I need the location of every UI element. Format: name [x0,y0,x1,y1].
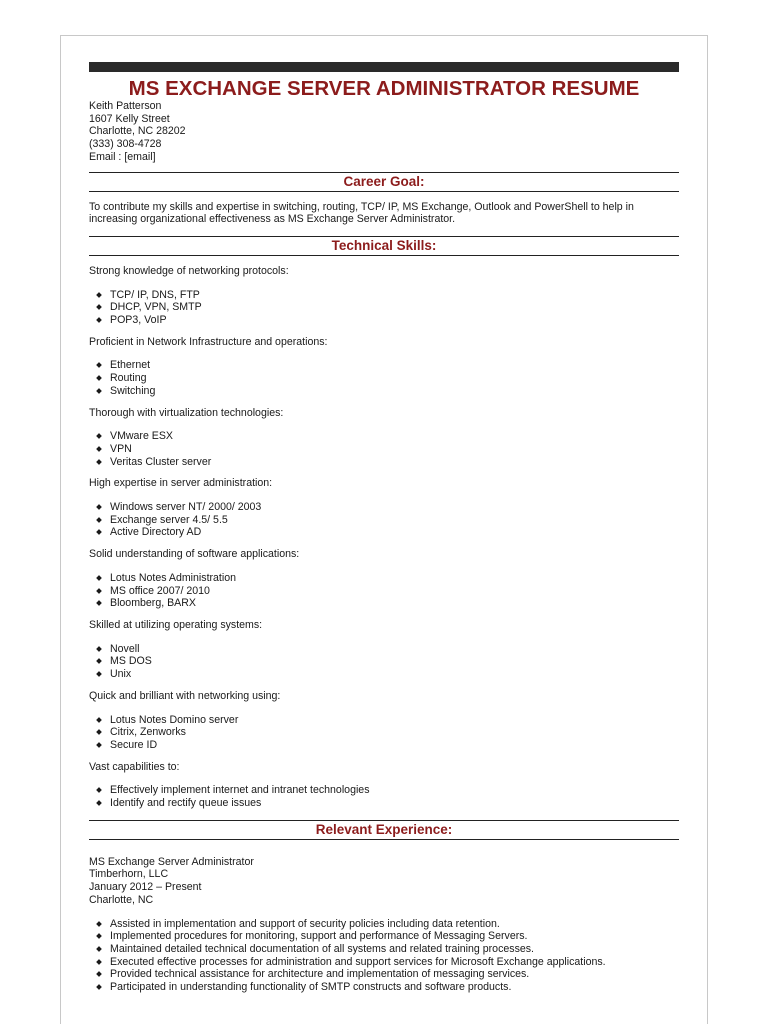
skill-item [97,726,679,739]
bullet-icon [96,646,102,652]
bullet-icon [96,729,102,735]
skill-item-text: MS office 2007/ 2010 [110,584,210,597]
skill-item-text: POP3, VoIP [110,314,167,327]
skill-item-text: Novell [110,642,140,655]
skill-item-text: Veritas Cluster server [110,455,212,468]
bullet-icon [96,671,102,677]
skill-group-label: High expertise in server administration: [89,477,273,490]
job-dates: January 2012 – Present [89,881,202,894]
skill-group-label: Thorough with virtualization technologies: [89,406,284,419]
skill-item [97,385,679,398]
skill-item-text: Active Directory AD [110,526,202,539]
bullet-icon [96,363,102,369]
resume-content [89,62,679,994]
skill-group-list [89,501,679,539]
skill-item [97,514,679,527]
skill-item [97,372,679,385]
skill-item-text: Effectively implement internet and intranet technologies [110,784,370,797]
skill-group-list [89,430,679,468]
skill-item [97,572,679,585]
job-location: Charlotte, NC [89,893,154,906]
bullet-icon [96,717,102,723]
skill-item-text: Ethernet [110,359,151,372]
skill-group-label: Solid understanding of software applications: [89,548,300,561]
skill-item-text: Unix [110,668,132,681]
duty-item-text: Provided technical assistance for architecture and implementation of messaging services. [110,968,530,981]
job-company: Timberhorn, LLC [89,868,169,881]
skill-item [97,359,679,372]
skill-item-text: Routing [110,372,147,385]
duty-item [97,968,679,981]
bullet-icon [96,375,102,381]
skill-item-text: DHCP, VPN, SMTP [110,301,202,314]
skill-item [97,655,679,668]
bullet-icon [96,446,102,452]
bullet-icon [96,984,102,990]
header-bar [89,62,679,72]
bullet-icon [96,459,102,465]
duty-item [97,981,679,994]
job-entry [89,856,679,907]
skill-item [97,797,679,810]
bullet-icon [96,530,102,536]
skill-group-list [89,643,679,681]
duty-item [97,956,679,969]
skill-item-text: Lotus Notes Domino server [110,713,239,726]
duty-item [97,930,679,943]
skill-item-text: TCP/ IP, DNS, FTP [110,288,200,301]
skills-groups [89,265,679,810]
skill-group-list [89,572,679,610]
bullet-icon [96,921,102,927]
career-goal-heading: Career Goal: [89,172,679,192]
duty-item-text: Assisted in implementation and support of security policies including data retention. [110,917,500,930]
skill-item [97,784,679,797]
bullet-icon [96,659,102,665]
skill-item [97,526,679,539]
contact-street: 1607 Kelly Street [89,112,170,125]
contact-email: Email : [email] [89,150,156,163]
duty-item [97,918,679,931]
skill-group-label: Strong knowledge of networking protocols: [89,264,289,277]
skill-item-text: MS DOS [110,655,152,668]
skill-group-label: Proficient in Network Infrastructure and operations: [89,335,328,348]
bullet-icon [96,304,102,310]
relevant-experience-heading: Relevant Experience: [89,820,679,840]
skill-item-text: Citrix, Zenworks [110,726,186,739]
skill-item-text: Exchange server 4.5/ 5.5 [110,513,228,526]
bullet-icon [96,742,102,748]
bullet-icon [96,800,102,806]
bullet-icon [96,388,102,394]
skill-item [97,668,679,681]
bullet-icon [96,575,102,581]
skill-item [97,585,679,598]
skill-group-label: Vast capabilities to: [89,760,180,773]
bullet-icon [96,317,102,323]
skill-item [97,443,679,456]
skill-item-text: VPN [110,442,132,455]
bullet-icon [96,959,102,965]
bullet-icon [96,972,102,978]
bullet-icon [96,504,102,510]
technical-skills-heading: Technical Skills: [89,236,679,256]
skill-item-text: Switching [110,384,156,397]
skill-item [97,314,679,327]
contact-block [89,100,679,164]
skill-item-text: Identify and rectify queue issues [110,797,262,810]
skill-item [97,643,679,656]
skill-group-label: Skilled at utilizing operating systems: [89,618,263,631]
skill-item-text: Bloomberg, BARX [110,597,196,610]
job-role: MS Exchange Server Administrator [89,855,254,868]
skill-item [97,456,679,469]
skill-item-text: VMware ESX [110,430,173,443]
career-goal-text: To contribute my skills and expertise in switching, routing, TCP/ IP, MS Exchange, Outlook and PowerShell to help in increasing organizational effectiveness as MS Exchange Server Administrator. [89,200,634,226]
duty-item-text: Maintained detailed technical documentation of all systems and related training processes. [110,942,534,955]
skill-item-text: Windows server NT/ 2000/ 2003 [110,501,262,514]
bullet-icon [96,588,102,594]
bullet-icon [96,517,102,523]
skill-item-text: Lotus Notes Administration [110,571,237,584]
bullet-icon [96,600,102,606]
skill-group-label: Quick and brilliant with networking using: [89,689,281,702]
bullet-icon [96,787,102,793]
skill-item [97,597,679,610]
bullet-icon [96,292,102,298]
contact-phone: (333) 308-4728 [89,138,162,151]
skill-item [97,714,679,727]
skill-group-list [89,289,679,327]
duty-item-text: Implemented procedures for monitoring, support and performance of Messaging Servers. [110,930,528,943]
bullet-icon [96,433,102,439]
skill-item-text: Secure ID [110,738,158,751]
skill-item [97,430,679,443]
skill-item [97,289,679,302]
duty-item-text: Executed effective processes for administration and support services for Microsoft Exchange applications. [110,955,606,968]
bullet-icon [96,946,102,952]
contact-name: Keith Patterson [89,100,162,112]
skill-group-list [89,714,679,752]
duty-item-text: Participated in understanding functionality of SMTP constructs and software products. [110,981,512,994]
resume-title: MS EXCHANGE SERVER ADMINISTRATOR RESUME [128,77,640,100]
skill-item [97,739,679,752]
skill-item [97,301,679,314]
skill-group-list [89,359,679,397]
job-duties-list [89,918,679,994]
skill-group-list [89,784,679,809]
contact-city: Charlotte, NC 28202 [89,125,186,138]
skill-item [97,501,679,514]
bullet-icon [96,933,102,939]
duty-item [97,943,679,956]
